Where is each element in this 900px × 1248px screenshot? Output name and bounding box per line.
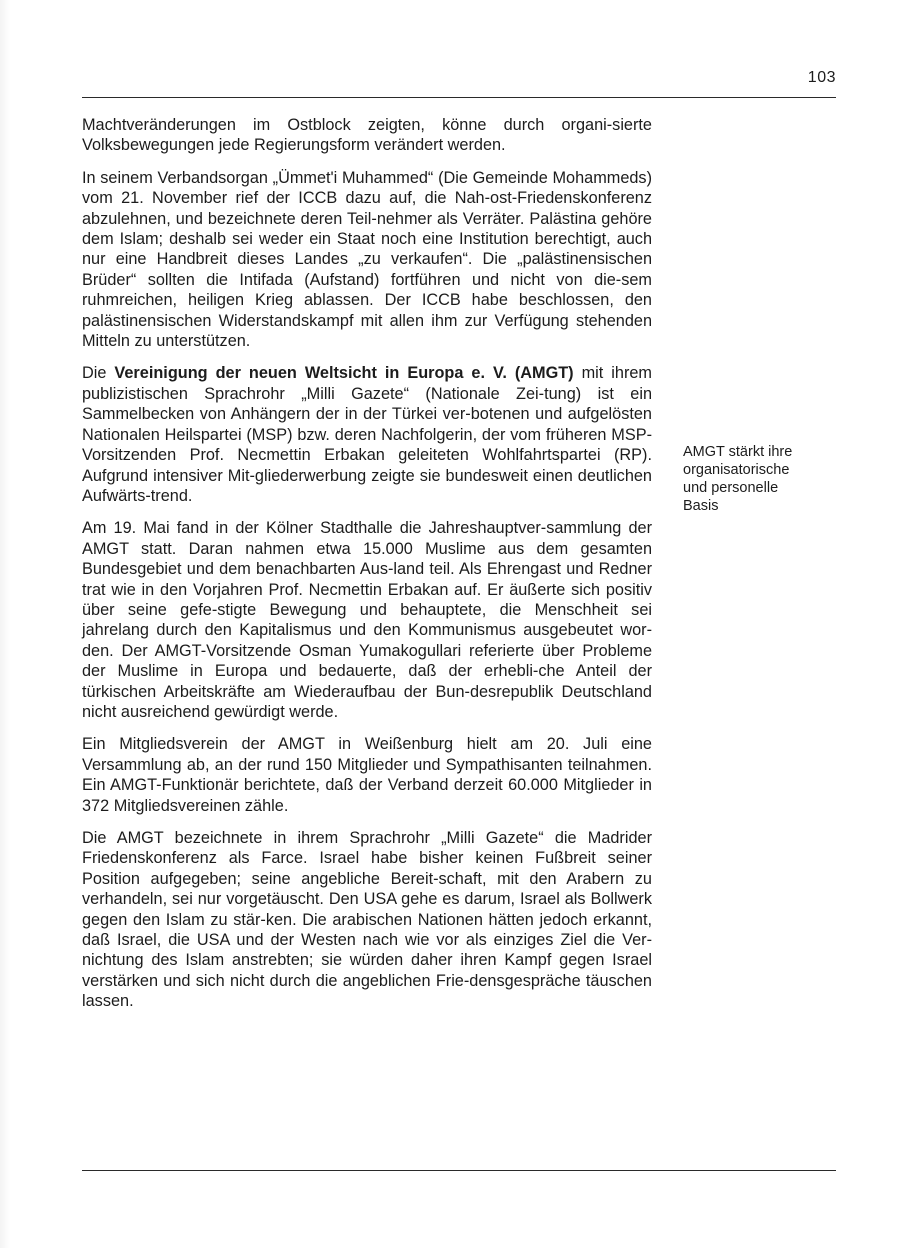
organization-name-bold: Vereinigung der neuen Weltsicht in Europa e. V. (AMGT)	[114, 364, 574, 383]
footer-rule	[82, 1170, 836, 1171]
margin-note	[683, 443, 833, 515]
paragraph-1: Machtveränderungen im Ostblock zeigten, könne durch organi-sierte Volksbewegungen jede Regierungsform verändert werden.	[82, 116, 652, 155]
header-rule	[82, 97, 836, 98]
margin-note-line-4: Basis	[683, 498, 719, 514]
paragraph-6: Die AMGT bezeichnete in ihrem Sprachrohr „Milli Gazete“ die Madrider Friedenskonferenz als Farce. Israel habe bisher keinen Fußbreit seiner Position aufgegeben; seine angebliche Bereit-schaft, mit den Arabern zu verhandeln, sei nur vorgetäuscht. Den USA gehe es darum, Israel als Bollwerk gegen den Islam zu stär-ken. Die arabischen Nationen hätten jedoch erkannt, daß Israel, die USA und der Westen nach wie vor als einziges Ziel die Ver-nichtung des Islam anstrebten; sie würden daher ihren Kampf gegen Israel verstärken und sich nicht durch die angeblichen Frie-densgespräche täuschen lassen.	[82, 829, 652, 1011]
margin-note-line-3: und personelle	[683, 480, 779, 496]
page-number: 103	[807, 69, 836, 86]
main-text-column	[82, 115, 652, 1024]
margin-note-line-1: AMGT stärkt ihre	[683, 444, 793, 460]
margin-note-line-2: organisatorische	[683, 462, 790, 478]
paragraph-2: In seinem Verbandsorgan „Ümmet'i Muhammed“ (Die Gemeinde Mohammeds) vom 21. November rief der ICCB dazu auf, die Nah-ost-Friedenskonferenz abzulehnen, und bezeichnete deren Teil-nehmer als Verräter. Palästina gehöre dem Islam; deshalb sei weder ein Staat noch eine Institution berechtigt, auch nur eine Handbreit dieses Landes „zu verkaufen“. Die „palästinensischen Brüder“ sollten die Intifada (Aufstand) fortführen und nicht von die-sem ruhmreichen, heiligen Krieg ablassen. Der ICCB habe beschlossen, den palästinensischen Widerstandskampf mit allen ihm zur Verfügung stehenden Mitteln zu unterstützen.	[82, 168, 652, 351]
paragraph-4: Am 19. Mai fand in der Kölner Stadthalle die Jahreshauptver-sammlung der AMGT statt. Daran nahmen etwa 15.000 Muslime aus dem gesamten Bundesgebiet und dem benachbarten Aus-land teil. Als Ehrengast und Redner trat wie in den Vorjahren Prof. Necmettin Erbakan auf. Er äußerte sich positiv über seine gefe-stigte Bewegung und behauptete, die Menschheit sei jahrelang durch den Kapitalismus und den Kommunismus ausgebeutet wor-den. Der AMGT-Vorsitzende Osman Yumakogullari referierte über Probleme der Muslime in Europa und bedauerte, daß der erhebli-che Anteil der türkischen Arbeitskräfte am Wiederaufbau der Bun-desrepublik Deutschland nicht ausreichend gewürdigt werde.	[82, 519, 652, 721]
paragraph-3-rest: mit ihrem publizistischen Sprachrohr „Milli Gazete“ (Nationale Zei-tung) ist ein Sammelbecken von Anhängern der in der Türkei ver-botenen und aufgelösten Nationalen Heilspartei (MSP) bzw. deren Nachfolgerin, der vom früheren MSP-Vorsitzenden Prof. Necmettin Erbakan geleiteten Wohlfahrtspartei (RP). Aufgrund intensiver Mit-gliederwerbung zeigte sie bundesweit einen deutlichen Aufwärts-trend.	[82, 364, 652, 505]
paragraph-3-intro: Die	[82, 364, 107, 383]
paragraph-5: Ein Mitgliedsverein der AMGT in Weißenburg hielt am 20. Juli eine Versammlung ab, an der rund 150 Mitglieder und Sympathisanten teilnahmen. Ein AMGT-Funktionär berichtete, daß der Verband derzeit 60.000 Mitglieder in 372 Mitgliedsvereinen zähle.	[82, 735, 652, 815]
paragraph-3	[82, 363, 652, 506]
scan-edge-shadow	[0, 0, 10, 1248]
